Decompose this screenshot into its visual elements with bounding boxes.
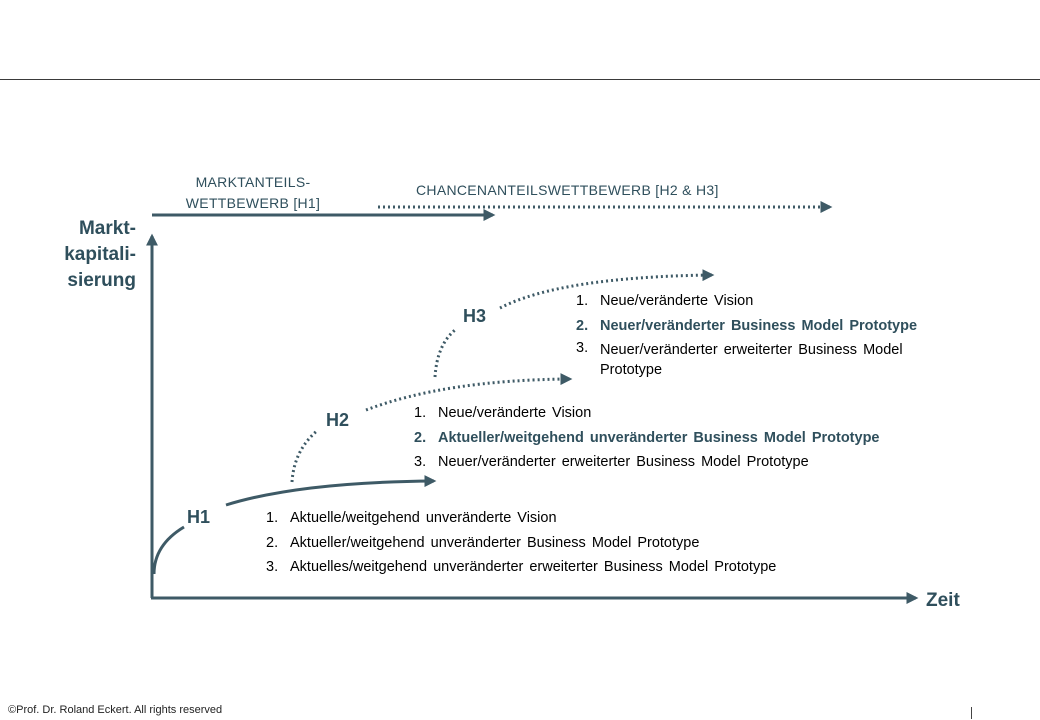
list-item bbox=[414, 401, 880, 426]
item-number: 1. bbox=[414, 405, 427, 421]
h1-curve bbox=[226, 481, 434, 505]
list-item bbox=[414, 450, 880, 475]
item-number: 2. bbox=[576, 317, 589, 334]
h3-list bbox=[576, 289, 917, 380]
item-number: 3. bbox=[576, 340, 589, 356]
item-number: 2. bbox=[414, 429, 427, 446]
list-item bbox=[266, 555, 776, 580]
item-number: 2. bbox=[266, 534, 279, 551]
h1-list bbox=[266, 506, 776, 580]
list-item bbox=[576, 314, 917, 339]
list-item bbox=[266, 506, 776, 531]
item-text: Neue/veränderte Vision bbox=[438, 405, 592, 421]
opportunity-competition-label: CHANCENANTEILSWETTBEWERB [H2 & H3] bbox=[416, 182, 719, 198]
h3-label: H3 bbox=[463, 306, 487, 326]
item-number: 3. bbox=[266, 559, 279, 575]
item-text: Neuer/veränderter erweiterter Business Model Prototype bbox=[438, 454, 809, 470]
item-text: Neuer/veränderter erweiterter Business Model Prototype bbox=[600, 342, 903, 378]
y-axis-title: Markt- kapitali- sierung bbox=[64, 218, 136, 291]
footer-divider bbox=[971, 707, 972, 719]
h2-list bbox=[414, 401, 880, 475]
list-item bbox=[576, 289, 917, 314]
list-item bbox=[266, 531, 776, 556]
copyright-footer: ©Prof. Dr. Roland Eckert. All rights reserved bbox=[8, 704, 223, 716]
item-number: 3. bbox=[414, 454, 427, 470]
item-text: Neuer/veränderter Business Model Prototype bbox=[600, 317, 918, 334]
item-text: Aktuelle/weitgehend unveränderte Vision bbox=[290, 510, 557, 526]
share-competition-label: MARKTANTEILS- WETTBEWERB [H1] bbox=[185, 174, 321, 211]
item-number: 1. bbox=[576, 293, 589, 309]
item-text: Aktueller/weitgehend unveränderter Business Model Prototype bbox=[290, 534, 700, 551]
list-item bbox=[414, 426, 880, 451]
item-text: Aktuelles/weitgehend unveränderter erweiterter Business Model Prototype bbox=[290, 559, 777, 575]
h2-rise-curve bbox=[292, 430, 318, 482]
item-text: Neue/veränderte Vision bbox=[600, 293, 754, 309]
x-axis-title: Zeit bbox=[926, 590, 960, 611]
h3-rise-curve bbox=[435, 330, 455, 377]
h1-label: H1 bbox=[187, 507, 211, 527]
item-number: 1. bbox=[266, 510, 279, 526]
list-item bbox=[576, 338, 917, 380]
h2-label: H2 bbox=[326, 410, 350, 430]
h1-start-curve bbox=[154, 527, 184, 574]
item-text: Aktueller/weitgehend unveränderter Business Model Prototype bbox=[438, 429, 880, 446]
